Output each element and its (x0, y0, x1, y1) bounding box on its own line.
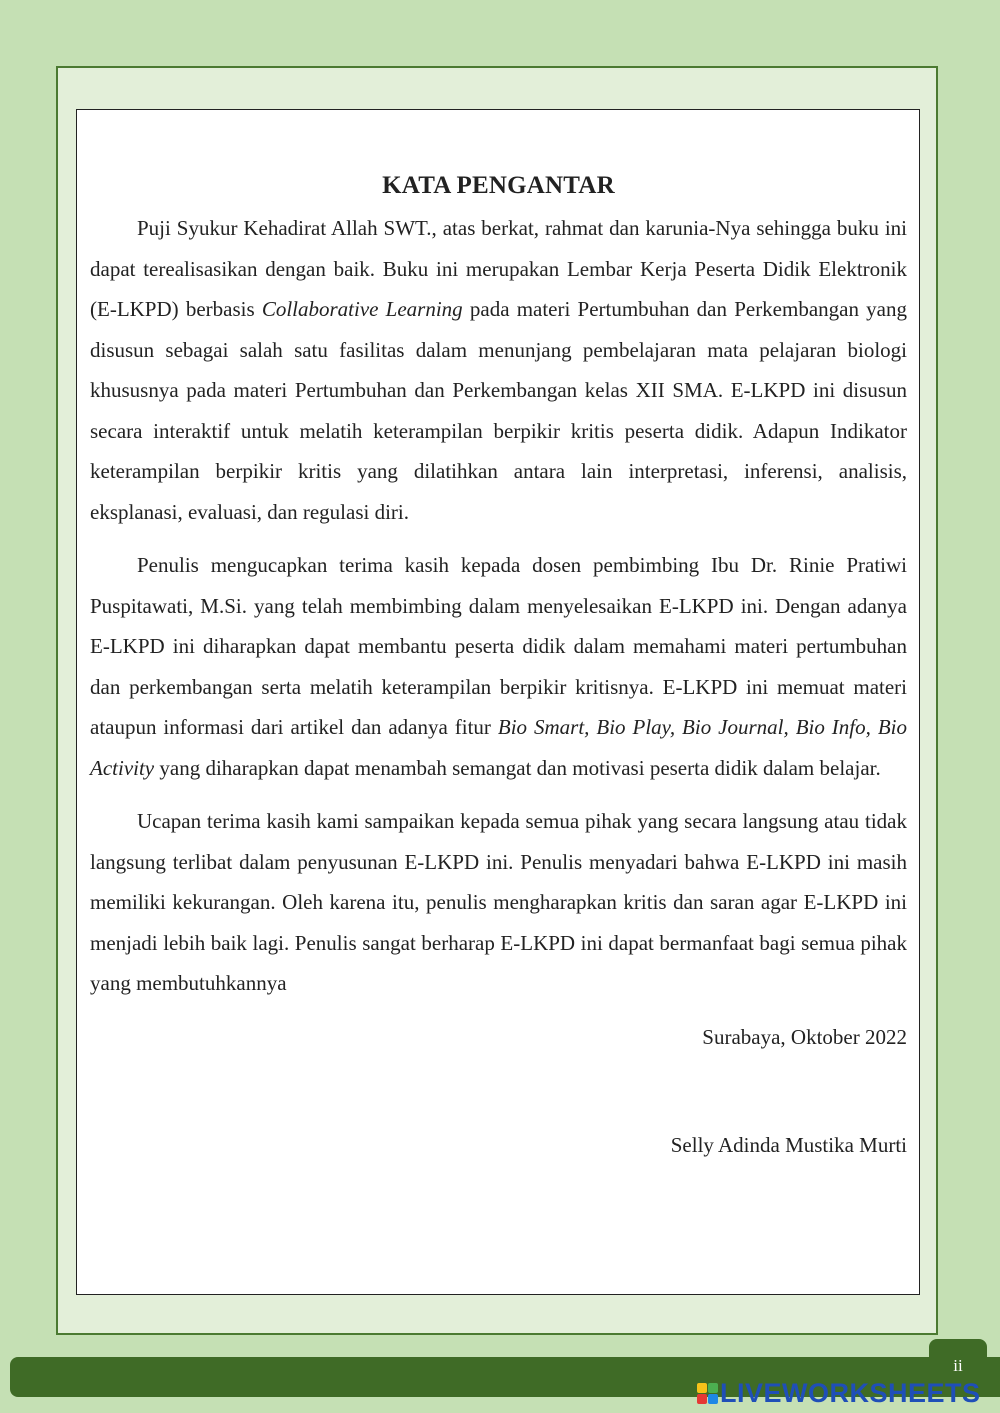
logo-square-green (708, 1383, 718, 1393)
logo-square-red (697, 1394, 707, 1404)
liveworksheets-logo-icon (697, 1383, 718, 1404)
paragraph-2 (90, 545, 907, 788)
liveworksheets-watermark (697, 1378, 981, 1408)
page-number: ii (953, 1356, 963, 1375)
logo-square-yellow (697, 1383, 707, 1393)
paragraph-3-text: Ucapan terima kasih kami sampaikan kepada semua pihak yang secara langsung atau tidak langsung terlibat dalam penyusunan E-LKPD ini. Penulis menyadari bahwa E-LKPD ini masih memiliki kekurangan. Oleh karena itu, penulis mengharapkan kritis dan saran agar E-LKPD ini menjadi lebih baik lagi. Penulis sangat berharap E-LKPD ini dapat bermanfaat bagi semua pihak yang membutuhkannya (90, 809, 907, 995)
city-date: Surabaya, Oktober 2022 (702, 1024, 907, 1049)
document-page (76, 109, 920, 1295)
paragraph-2-italic: Bio Smart, Bio Play, Bio Journal, Bio Info, Bio Activity (90, 715, 908, 780)
logo-square-blue (708, 1394, 718, 1404)
paragraph-1-text-a: Puji Syukur Kehadirat Allah SWT., atas berkat, rahmat dan karunia-Nya sehingga buku ini dapat terealisasikan dengan baik. Buku ini merupakan Lembar Kerja Peserta Didik Elektronik (E-LKPD) berbasis (90, 216, 907, 321)
paragraph-2-text-a: Penulis mengucapkan terima kasih kepada dosen pembimbing Ibu Dr. Rinie Pratiwi Puspitawati, M.Si. yang telah membimbing dalam menyelesaikan E-LKPD ini. Dengan adanya E-LKPD ini diharapkan dapat membantu peserta didik dalam memahami materi pertumbuhan dan perkembangan serta melatih keterampilan berpikir kritisnya. E-LKPD ini memuat materi ataupun informasi dari artikel dan adanya fitur (90, 553, 907, 739)
author-signature: Selly Adinda Mustika Murti (670, 1132, 907, 1157)
paragraph-2-text-b: yang diharapkan dapat menambah semangat dan motivasi peserta didik dalam belajar. (154, 755, 881, 780)
paragraph-1-text-b: pada materi Pertumbuhan dan Perkembangan yang disusun sebagai salah satu fasilitas dalam menunjang pembelajaran mata pelajaran biologi khususnya pada materi Pertumbuhan dan Perkembangan kelas XII SMA. E-LKPD ini disusun secara interaktif untuk melatih keterampilan berpikir kritis peserta didik. Adapun Indikator keterampilan berpikir kritis yang dilatihkan antara lain interpretasi, inferensi, analisis, eksplanasi, evaluasi, dan regulasi diri. (90, 297, 907, 524)
page-title: KATA PENGANTAR (382, 172, 615, 199)
paragraph-1 (90, 208, 907, 532)
watermark-text: LIVEWORKSHEETS (720, 1378, 981, 1408)
paragraph-3 (90, 801, 907, 1004)
paragraph-1-italic: Collaborative Learning (261, 297, 463, 321)
